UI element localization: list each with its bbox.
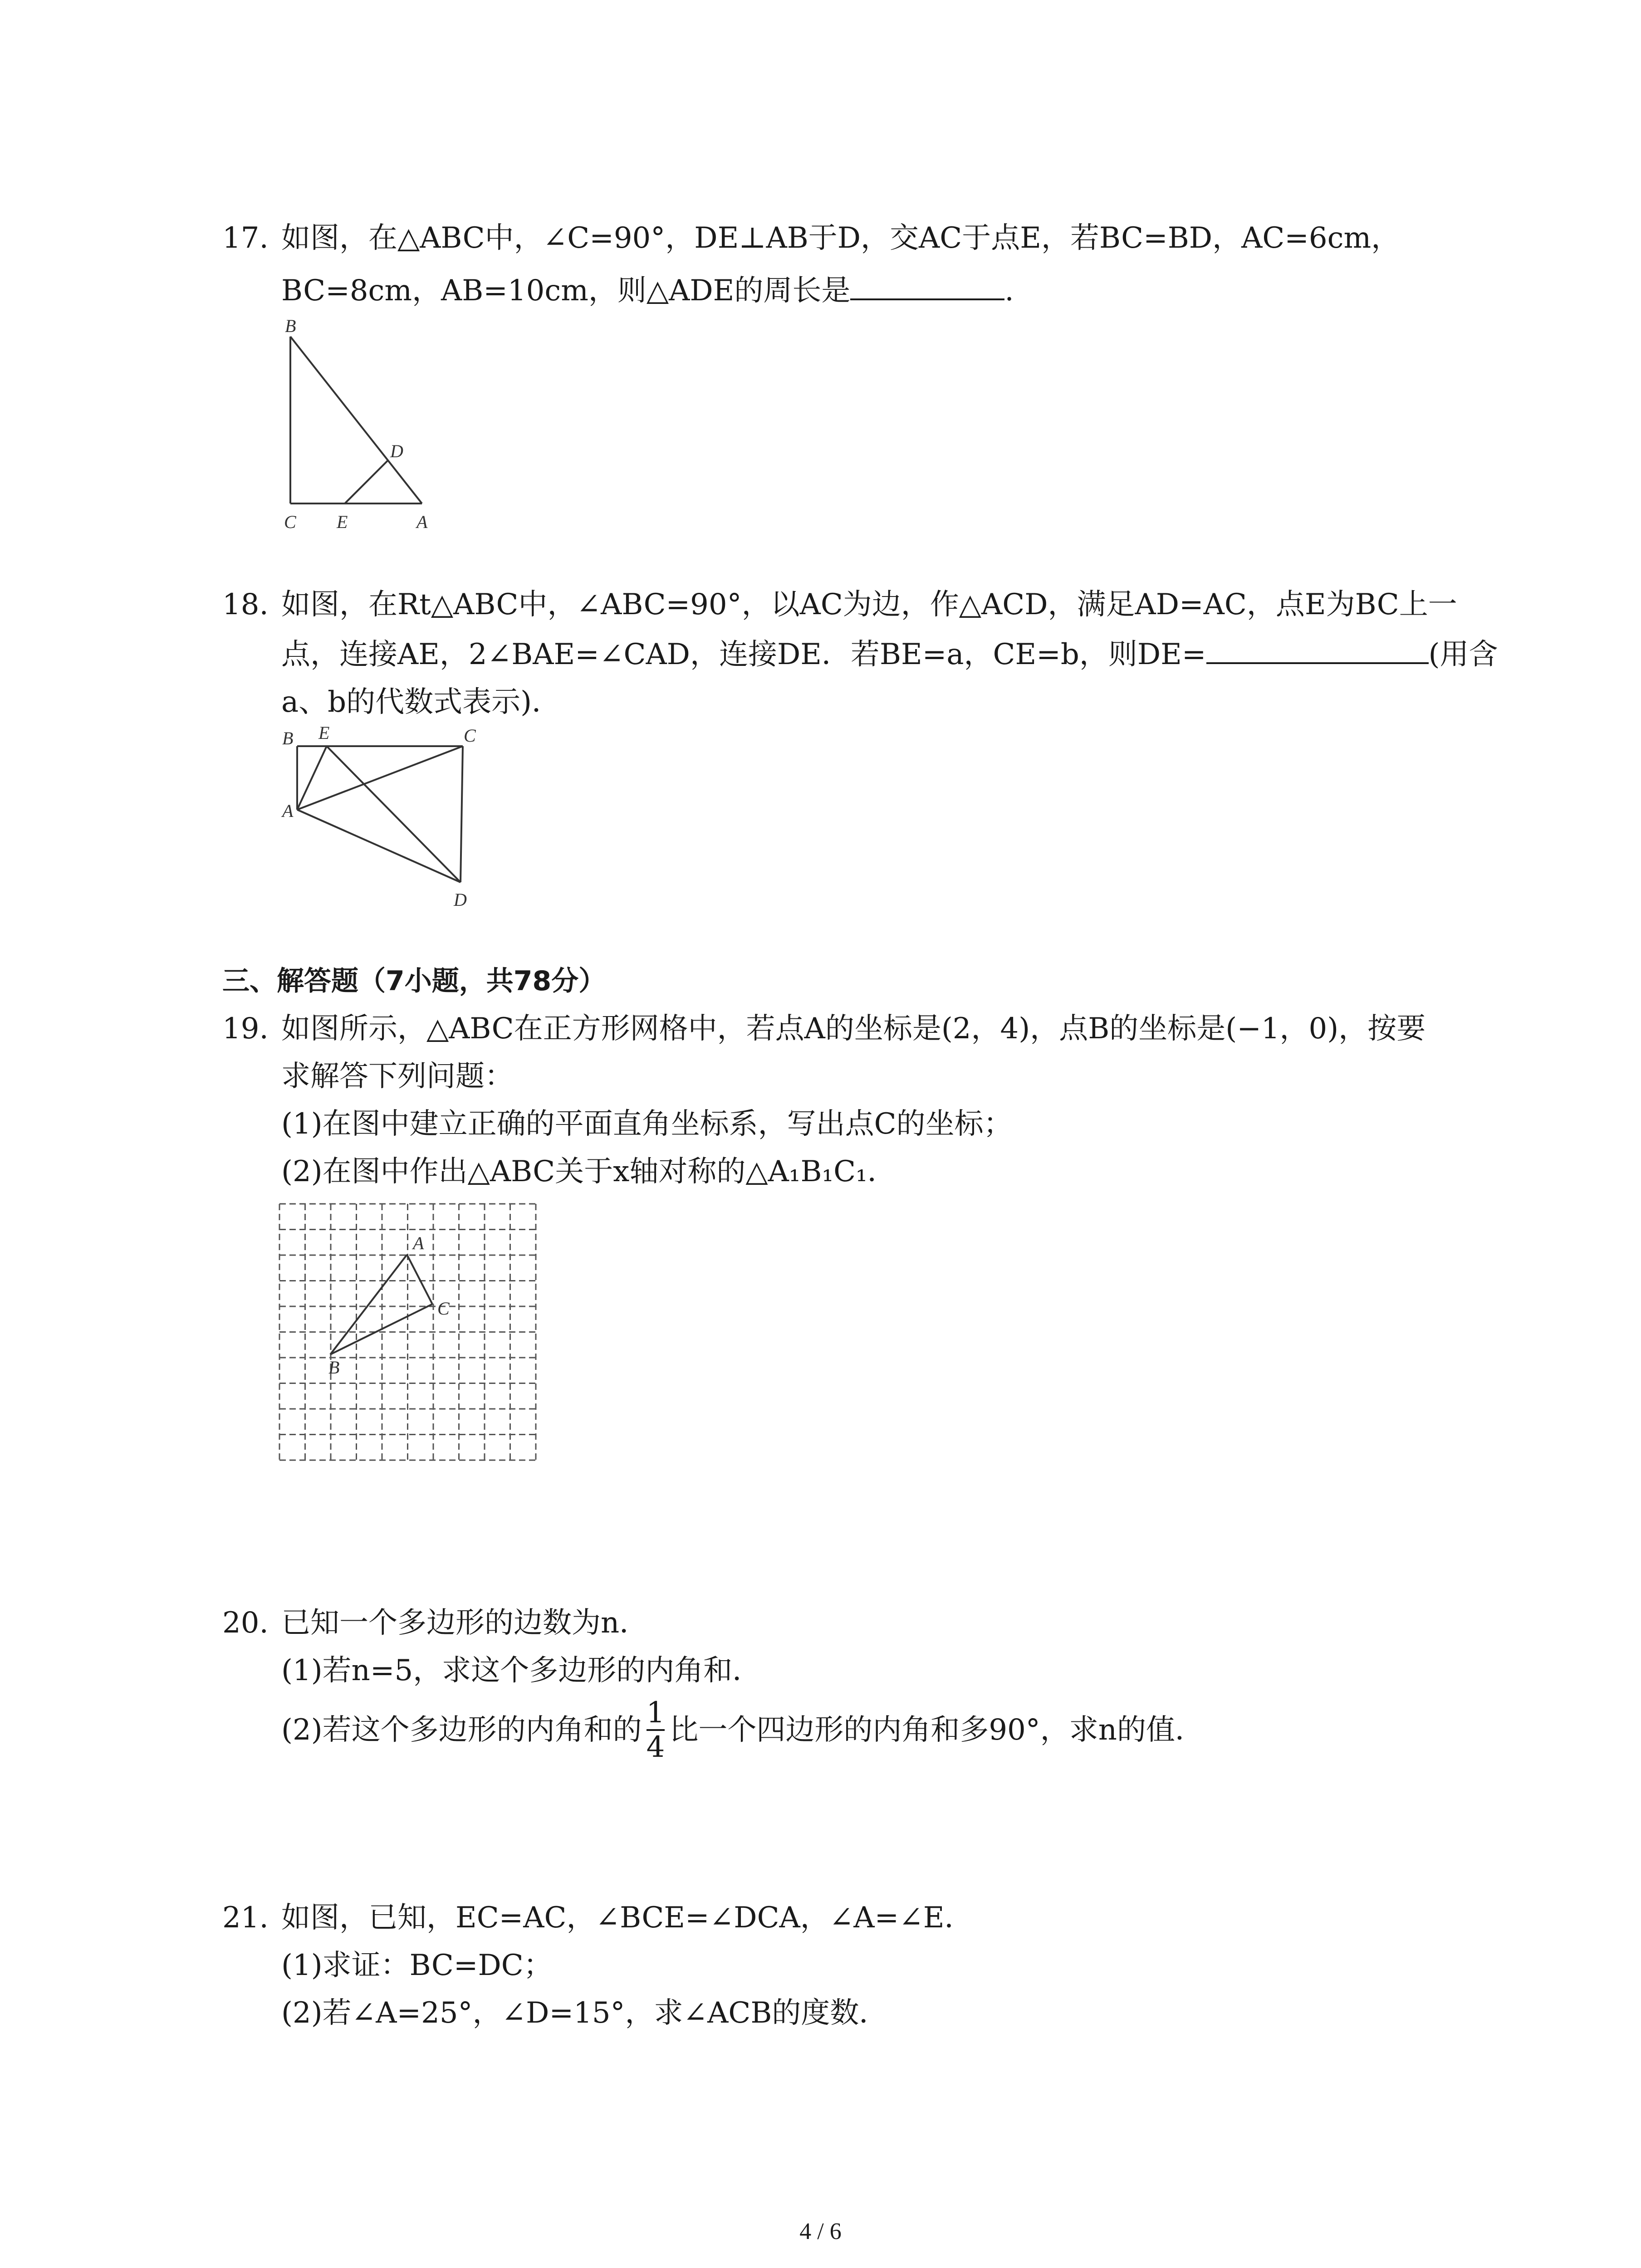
q20-fraction [647,1696,665,1764]
q17-label-e: E [337,512,348,532]
q17-label-a: A [416,512,428,532]
q19-label-b: B [328,1357,340,1378]
q18-label-c: C [464,725,476,746]
q19-text-line3: (1)在图中建立正确的平面直角坐标系，写出点C的坐标； [281,1107,1013,1141]
q17-text-line2 [281,271,1014,310]
q21-text-line3: (2)若∠A=25°，∠D=15°，求∠ACB的度数． [281,1996,888,2030]
q17-answer-blank[interactable] [850,271,1004,300]
q18-text-line2b: (用含 [1428,638,1498,671]
q20-text-line1: 已知一个多边形的边数为n． [281,1606,649,1640]
q17-label-b: B [285,316,296,336]
q19-number: 19. [222,1012,269,1046]
q20-fraction-numerator: 1 [646,1696,665,1730]
q18-figure [272,719,490,914]
q17-label-d: D [390,441,403,461]
q18-answer-blank[interactable] [1206,635,1429,664]
q17-text-line1: 如图，在△ABC中，∠C=90°，DE⊥AB于D，交AC于点E，若BC=BD，AC=6cm， [281,221,1401,255]
q21-text-line1: 如图，已知，EC=AC，∠BCE=∠DCA，∠A=∠E． [281,1901,974,1935]
q17-label-c: C [284,512,296,532]
q18-text-line3: a、b的代数式表示)． [281,685,561,719]
q17-text-line2a: BC=8cm，AB=10cm，则△ADE的周长是 [281,274,851,308]
q18-label-a: A [282,801,294,821]
q18-text-line2a: 点，连接AE，2∠BAE=∠CAD，连接DE．若BE=a，CE=b，则DE= [281,638,1206,671]
q19-grid-figure [278,1202,541,1465]
q20-fraction-denominator: 4 [647,1729,665,1764]
q20-text-line3 [281,1696,1204,1764]
q20-text-line2: (1)若n=5，求这个多边形的内角和． [281,1654,762,1687]
section-3-heading: 三、解答题（7小题，共78分） [222,965,606,997]
q21-text-line2: (1)求证：BC=DC； [281,1949,553,1982]
page-number: 4 / 6 [799,2219,842,2244]
q18-label-b: B [282,728,294,748]
q17-figure [272,308,436,535]
q18-label-d: D [454,890,467,910]
q18-text-line2 [281,635,1498,674]
q19-label-a: A [413,1233,424,1253]
q17-number: 17. [222,221,269,255]
q21-number: 21. [222,1901,269,1935]
q18-number: 18. [222,588,269,621]
q19-text-line4: (2)在图中作出△ABC关于x轴对称的△A₁B₁C₁． [281,1155,896,1188]
q19-text-line1: 如图所示，△ABC在正方形网格中，若点A的坐标是(2，4)，点B的坐标是(−1，0)，按要 [281,1012,1426,1046]
q20-text-line3b: 比一个四边形的内角和多90°，求n的值． [669,1713,1205,1747]
q17-text-line2b: . [1004,274,1014,308]
q20-number: 20. [222,1606,269,1640]
q19-text-line2: 求解答下列问题： [281,1060,514,1093]
q20-text-line3a: (2)若这个多边形的内角和的 [281,1713,642,1747]
q18-label-e: E [318,723,330,743]
q19-label-c: C [437,1298,450,1319]
q18-text-line1: 如图，在Rt△ABC中，∠ABC=90°，以AC为边，作△ACD，满足AD=AC，点E为BC上一 [281,588,1457,621]
